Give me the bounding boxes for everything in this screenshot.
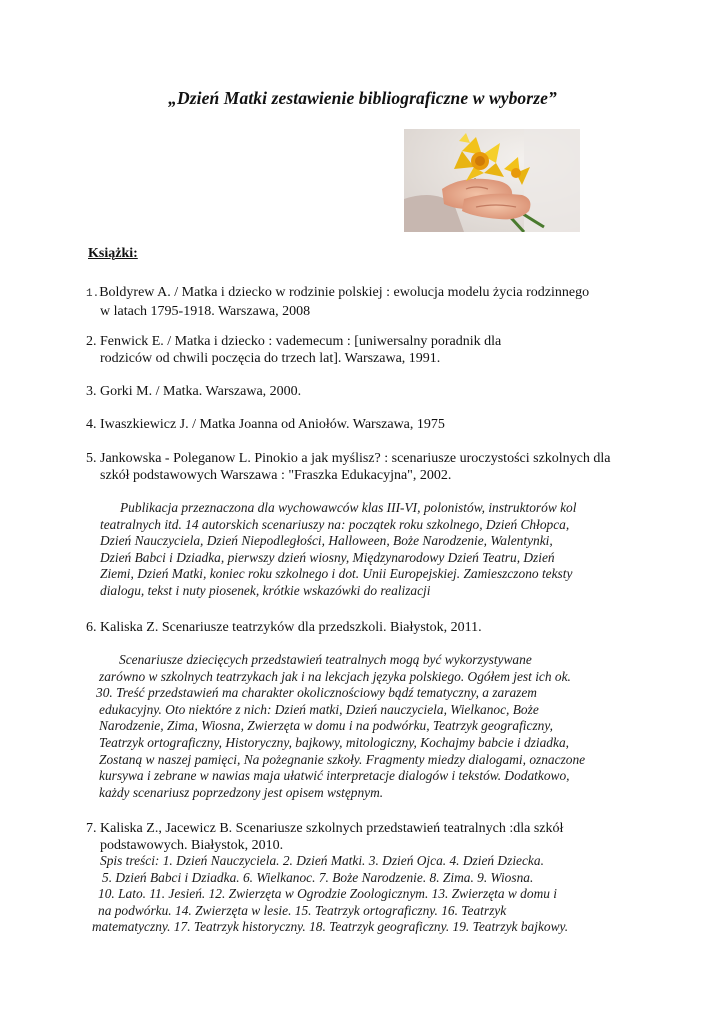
annotation-line: matematyczny. 17. Teatrzyk historyczny. 18. Teatrzyk geograficzny. 19. Teatrzyk bajkowy.	[92, 919, 569, 935]
entry-number: 7.	[86, 821, 97, 836]
entry-annotation	[92, 853, 568, 936]
bibliography-entry	[86, 820, 563, 854]
entry-number: 6.	[86, 620, 97, 635]
annotation-line: Narodzenie, Zima, Wiosna, Zwierzęta w domu i na podwórku, Teatrzyk geograficzny,	[99, 718, 553, 734]
entry-text: Boldyrew A. / Matka i dziecko w rodzinie polskiej : ewolucja modelu życia rodzinnego	[99, 285, 590, 300]
annotation-line: Dzień Nauczyciela, Dzień Niepodległości, Halloween, Boże Narodzenie, Walentynki,	[100, 533, 553, 549]
annotation-line: na podwórku. 14. Zwierzęta w lesie. 15. Teatrzyk ortograficzny. 16. Teatrzyk	[98, 902, 507, 918]
document-title: „Dzień Matki zestawienie bibliograficzne w wyborze”	[168, 88, 557, 108]
bibliography-entry	[86, 619, 482, 636]
annotation-line: edukacyjny. Oto niektóre z nich: Dzień matki, Dzień nauczyciela, Wielkanoc, Boże	[99, 701, 539, 717]
entry-number: 1.	[86, 288, 100, 300]
entry-annotation	[100, 500, 576, 600]
annotation-line: każdy scenariusz poprzedzony jest opisem wstępnym.	[99, 784, 384, 800]
bibliography-entry	[86, 284, 589, 320]
annotation-line: kursywa i zebrane w nawias maja ułatwić interpretacje dialogów i tekstów. Dodatkowo,	[99, 768, 570, 784]
bibliography-entry	[86, 416, 445, 433]
annotation-line: 10. Lato. 11. Jesień. 12. Zwierzęta w Ogrodzie Zoologicznym. 13. Zwierzęta w domu i	[98, 886, 558, 902]
annotation-line: teatralnych itd. 14 autorskich scenariuszy na: początek roku szkolnego, Dzień Chłopca,	[100, 516, 570, 532]
entry-text: Kaliska Z., Jacewicz B. Scenariusze szkolnych przedstawień teatralnych :dla szkół	[100, 821, 564, 836]
bibliography-entry	[86, 333, 501, 367]
entry-text: Iwaszkiewicz J. / Matka Joanna od Aniołów. Warszawa, 1975	[100, 417, 445, 432]
annotation-line: Teatrzyk ortograficzny, Historyczny, bajkowy, mitologiczny, Kochajmy babcie i dziadka,	[99, 734, 569, 750]
entry-number: 5.	[86, 451, 97, 466]
entry-text: Fenwick E. / Matka i dziecko : vademecum : [uniwersalny poradnik dla	[100, 334, 502, 349]
annotation-line: Scenariusze dziecięcych przedstawień teatralnych mogą być wykorzystywane	[119, 652, 532, 667]
annotation-line: zarówno w szkolnych teatrzykach jak i na lekcjach języka polskiego. Ogółem jest ich ok.	[99, 668, 571, 684]
entry-text: rodziców od chwili poczęcia do trzech lat]. Warszawa, 1991.	[100, 351, 441, 366]
entry-text: Kaliska Z. Scenariusze teatrzyków dla przedszkoli. Białystok, 2011.	[100, 620, 482, 635]
annotation-line: Ziemi, Dzień Matki, koniec roku szkolnego i dot. Unii Europejskiej. Zamieszczono teksty	[100, 566, 573, 582]
hands-with-daffodil-photo	[404, 129, 580, 232]
bibliography-entry	[86, 383, 301, 400]
entry-annotation	[96, 652, 586, 801]
entry-number: 3.	[86, 384, 97, 399]
annotation-line: Zostaną w naszej pamięci, Na pożegnanie szkoły. Fragmenty miedzy dialogami, oznaczone	[99, 751, 586, 767]
entry-number: 2.	[86, 334, 97, 349]
annotation-line: Dzień Babci i Dziadka, pierwszy dzień wiosny, Międzynarodowy Dzień Teatru, Dzień	[100, 549, 555, 565]
annotation-line: Publikacja przeznaczona dla wychowawców klas III-VI, polonistów, instruktorów kol	[120, 500, 577, 515]
annotation-line: Spis treści: 1. Dzień Nauczyciela. 2. Dzień Matki. 3. Dzień Ojca. 4. Dzień Dziecka.	[100, 853, 544, 868]
annotation-line: 5. Dzień Babci i Dziadka. 6. Wielkanoc. 7. Boże Narodzenie. 8. Zima. 9. Wiosna.	[102, 869, 534, 885]
entry-number: 4.	[86, 417, 97, 432]
entry-text: w latach 1795-1918. Warszawa, 2008	[100, 304, 311, 319]
annotation-line: 30. Treść przedstawień ma charakter okolicznościowy bądź tematyczny, a zarazem	[96, 685, 537, 701]
entry-text: podstawowych. Białystok, 2010.	[100, 838, 284, 853]
annotation-line: dialogu, tekst i nuty piosenek, krótkie wskazówki do realizacji	[100, 582, 431, 598]
section-heading-books: Książki:	[88, 246, 138, 261]
bibliography-entry	[86, 450, 611, 484]
entry-text: szkół podstawowych Warszawa : "Fraszka Edukacyjna", 2002.	[100, 468, 452, 483]
entry-text: Gorki M. / Matka. Warszawa, 2000.	[100, 384, 302, 399]
entry-text: Jankowska - Poleganow L. Pinokio a jak myślisz? : scenariusze uroczystości szkolnych dla	[100, 451, 611, 466]
